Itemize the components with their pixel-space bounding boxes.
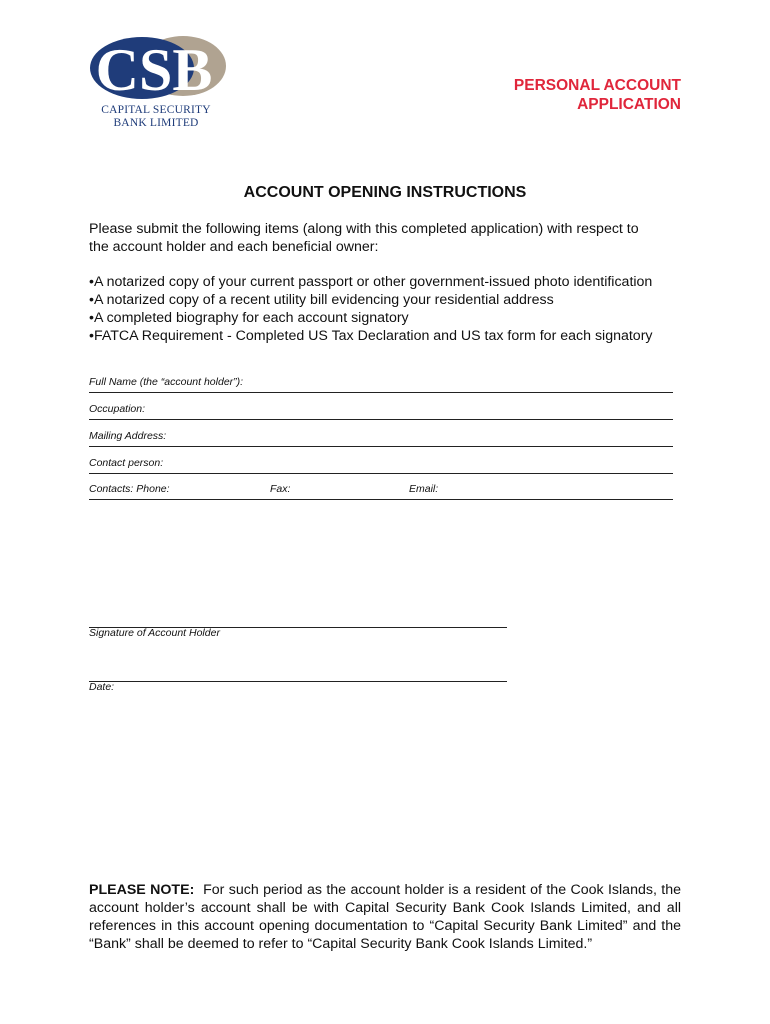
occupation-label: Occupation: bbox=[89, 403, 146, 415]
contacts-line[interactable] bbox=[89, 499, 673, 500]
intro-line-2: the account holder and each beneficial owner: bbox=[89, 239, 379, 255]
requirement-item: •A notarized copy of a recent utility bill evidencing your residential address bbox=[89, 292, 554, 308]
csb-logo bbox=[86, 34, 231, 102]
intro-line-1: Please submit the following items (along with this completed application) with respect to bbox=[89, 221, 639, 237]
bank-name-line1: CAPITAL SECURITY bbox=[101, 104, 211, 116]
contact-person-line[interactable] bbox=[89, 473, 673, 474]
bank-name bbox=[71, 104, 241, 130]
instructions-heading: ACCOUNT OPENING INSTRUCTIONS bbox=[243, 184, 527, 201]
fax-label: Fax: bbox=[270, 483, 291, 495]
please-note bbox=[89, 881, 681, 953]
occupation-line[interactable] bbox=[89, 419, 673, 420]
form-title-line2: APPLICATION bbox=[577, 96, 681, 113]
form-title bbox=[381, 76, 681, 114]
requirement-item: •A completed biography for each account signatory bbox=[89, 310, 409, 326]
email-label: Email: bbox=[409, 483, 439, 495]
logo-letters: CSB bbox=[95, 37, 213, 102]
instructions-intro bbox=[89, 220, 709, 256]
contact-person-label: Contact person: bbox=[89, 457, 164, 469]
mailing-address-line[interactable] bbox=[89, 446, 673, 447]
date-line[interactable] bbox=[89, 681, 507, 682]
full-name-label: Full Name (the “account holder”): bbox=[89, 376, 244, 388]
mailing-address-label: Mailing Address: bbox=[89, 430, 167, 442]
please-note-text: For such period as the account holder is a resident of the Cook Islands, the account holder’s account shall be with Capital Security Bank Cook Islands Limited, and all references in this account opening documentation to “Capital Security Bank Limited” and the “Bank” shall be deemed to refer to “Capital Security Bank Cook Islands Limited.” bbox=[89, 882, 681, 952]
date-label: Date: bbox=[89, 681, 115, 693]
requirement-item: •A notarized copy of your current passport or other government-issued photo identification bbox=[89, 274, 653, 290]
requirement-item: •FATCA Requirement - Completed US Tax Declaration and US tax form for each signatory bbox=[89, 328, 653, 344]
please-note-label: PLEASE NOTE: bbox=[89, 882, 195, 898]
phone-label: Contacts: Phone: bbox=[89, 483, 170, 495]
bank-name-line2: BANK LIMITED bbox=[113, 117, 199, 129]
signature-label: Signature of Account Holder bbox=[89, 627, 220, 639]
requirements-list bbox=[89, 273, 653, 345]
form-title-line1: PERSONAL ACCOUNT bbox=[513, 77, 681, 94]
full-name-line[interactable] bbox=[89, 392, 673, 393]
